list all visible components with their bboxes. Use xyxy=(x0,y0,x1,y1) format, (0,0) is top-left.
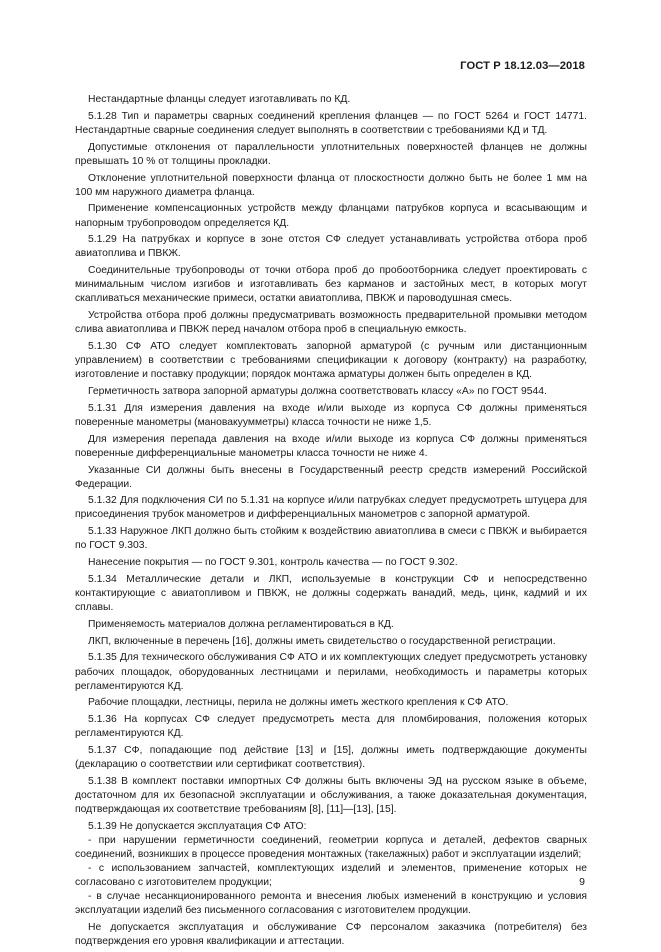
paragraph-5-1-36: 5.1.36 На корпусах СФ следует предусмотреть места для пломбирования, положения которых регламентируются КД. xyxy=(75,714,587,740)
paragraph: Применяемость материалов должна регламентироваться в КД. xyxy=(88,618,394,630)
paragraph-5-1-39: 5.1.39 Не допускается эксплуатация СФ АТО: xyxy=(88,820,307,832)
paragraph-5-1-34: 5.1.34 Металлические детали и ЛКП, используемые в конструкции СФ и непосредственно контактирующие с авиатопливом и ПВКЖ, не должны содержать ванадий, медь, цинк, кадмий и их сплавы. xyxy=(75,573,587,614)
paragraph-5-1-32: 5.1.32 Для подключения СИ по 5.1.31 на корпусе и/или патрубках следует предусмотреть штуцера для присоединения трубок манометров и дифференциальных манометров с запорной арматурой. xyxy=(75,495,587,521)
paragraph-5-1-30: 5.1.30 СФ АТО следует комплектовать запорной арматурой (с ручным или дистанционным управлением) в соответствии с требованиями спецификации к договору (контракту) на разработку, изготовление и поставку продукции; порядок монтажа арматуры должен быть определен в КД. xyxy=(75,341,587,381)
paragraph: Устройства отбора проб должны предусматривать возможность предварительной промывки методом слива авиатоплива и ПВКЖ перед началом отбора проб в специальную емкость. xyxy=(75,310,587,336)
paragraph-5-1-35: 5.1.35 Для технического обслуживания СФ АТО и их комплектующих следует предусмотреть установку рабочих площадок, оборудованных лестницами и перилами, необходимость и параметры которых регламентируются КД. xyxy=(75,652,587,692)
list-item: - с использованием запчастей, комплектующих изделий и элементов, применение которых не согласовано с изготовителем продукции; xyxy=(75,863,587,889)
paragraph: Рабочие площадки, лестницы, перила не должны иметь жесткого крепления к СФ АТО. xyxy=(88,697,509,709)
paragraph: Применение компенсационных устройств между фланцами патрубков корпуса и всасывающим и напорным трубопроводом определяется КД. xyxy=(75,203,587,229)
paragraph: ЛКП, включенные в перечень [16], должны иметь свидетельство о государственной регистрации. xyxy=(88,635,556,647)
paragraph: Герметичность затвора запорной арматуры должна соответствовать классу «А» по ГОСТ 9544. xyxy=(88,385,547,397)
paragraph-5-1-29: 5.1.29 На патрубках и корпусе в зоне отстоя СФ следует устанавливать устройства отбора проб авиатоплива и ПВКЖ. xyxy=(75,234,587,260)
list-item: - в случае несанкционированного ремонта и внесения любых изменений в конструкцию и условия эксплуатации изделий без письменного согласования с изготовителем продукции. xyxy=(75,891,587,917)
paragraph-5-1-37: 5.1.37 СФ, попадающие под действие [13] и [15], должны иметь подтверждающие документы (декларацию о соответствии или сертификат соответствия). xyxy=(75,745,587,771)
paragraph-5-1-31: 5.1.31 Для измерения давления на входе и/или выходе из корпуса СФ должны применяться поверенные манометры (мановакуумметры) класса точности не ниже 1,5. xyxy=(75,402,587,428)
page-number: 9 xyxy=(579,876,585,888)
paragraph: Нанесение покрытия — по ГОСТ 9.301, контроль качества — по ГОСТ 9.302. xyxy=(88,557,458,569)
list-item: - при нарушении герметичности соединений, геометрии корпуса и деталей, дефектов сварных соединений, возникших в процессе проведения монтажных (такелажных) работ и эксплуатации изделий; xyxy=(75,835,587,861)
paragraph: Не допускается эксплуатация и обслуживание СФ персоналом заказчика (потребителя) без подтверждения его уровня квалификации и аттестации. xyxy=(75,922,587,948)
paragraph: Соединительные трубопроводы от точки отбора проб до пробоотборника следует проектировать с минимальным числом изгибов и изготавливать без карманов и застойных мест, в которых могут скапливаться механические примеси, остатки авиатоплива, ПВКЖ и пароводушная смесь. xyxy=(75,265,587,305)
document-body xyxy=(75,93,587,952)
paragraph: Отклонение уплотнительной поверхности фланца от плоскостности должно быть не более 1 мм на 100 мм наружного диаметра фланца. xyxy=(75,172,587,198)
paragraph-5-1-28: 5.1.28 Тип и параметры сварных соединений крепления фланцев — по ГОСТ 5264 и ГОСТ 14771. Нестандартные сварные соединения следует выполнять в соответствии с требованиями КД и ТД. xyxy=(75,110,587,136)
paragraph: Допустимые отклонения от параллельности уплотнительных поверхностей фланцев не должны превышать 10 % от толщины прокладки. xyxy=(75,141,587,167)
document-code-header: ГОСТ Р 18.12.03—2018 xyxy=(460,60,585,72)
paragraph: Указанные СИ должны быть внесены в Государственный реестр средств измерений Российской Федерации. xyxy=(75,464,587,490)
paragraph: Нестандартные фланцы следует изготавливать по КД. xyxy=(88,94,351,105)
paragraph-5-1-33: 5.1.33 Наружное ЛКП должно быть стойким к воздействию авиатоплива в смеси с ПВКЖ и выбирается по ГОСТ 9.303. xyxy=(75,526,587,552)
paragraph-5-1-38: 5.1.38 В комплект поставки импортных СФ должны быть включены ЭД на русском языке в объеме, достаточном для их безопасной эксплуатации и обслуживания, а также доказательная документация, подтверждающая их соответствие требованиям [8], [11]—[13], [15]. xyxy=(75,775,587,816)
paragraph: Для измерения перепада давления на входе и/или выходе из корпуса СФ должны применяться поверенные дифференциальные манометры класса точности не ниже 4. xyxy=(75,433,587,459)
